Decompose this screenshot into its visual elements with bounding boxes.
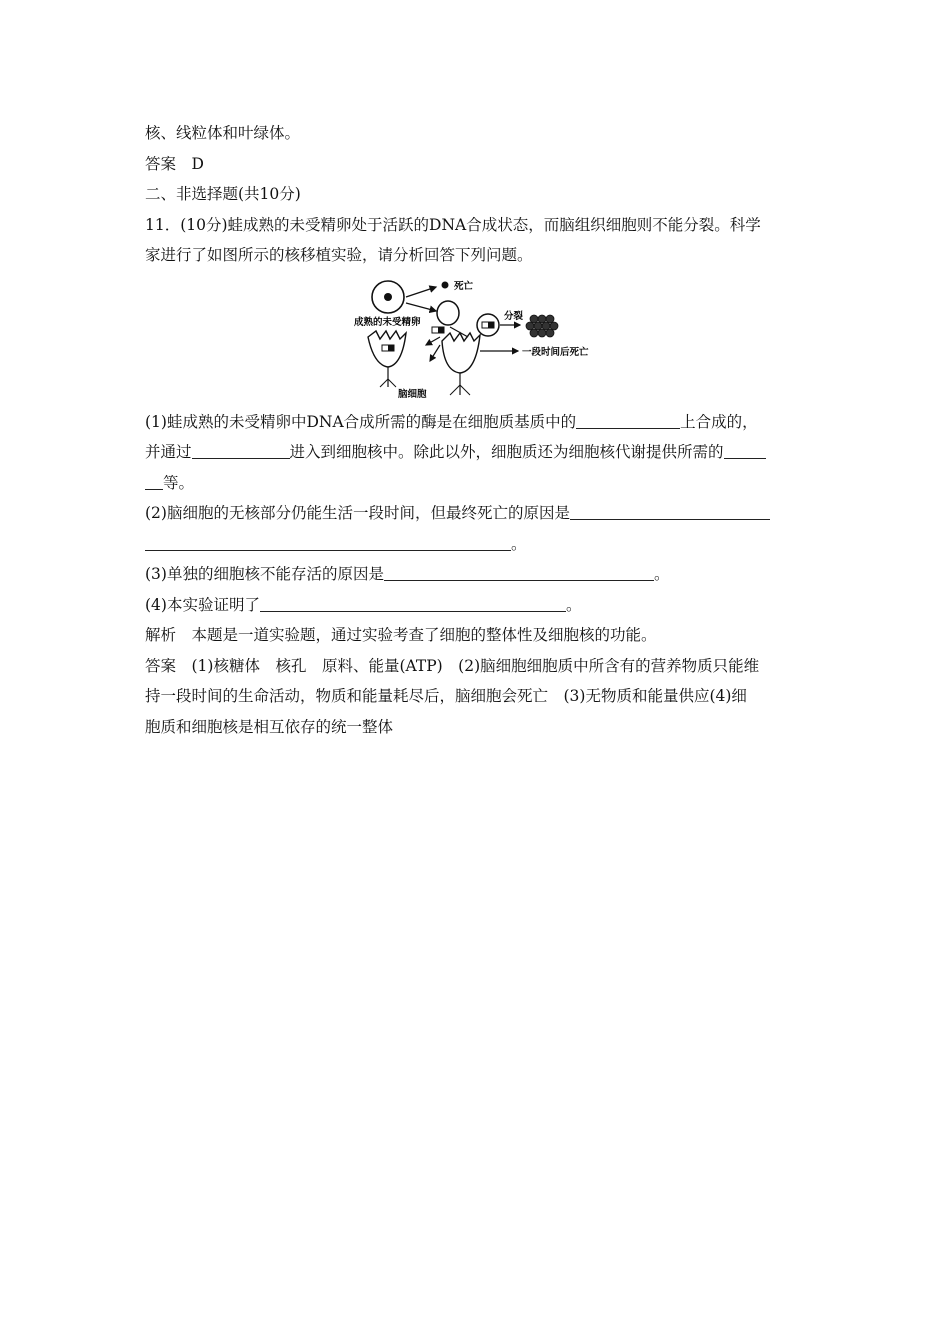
label-death: 死亡	[454, 280, 474, 292]
label-egg: 成熟的未受精卵	[354, 316, 421, 328]
label-brain-cell: 脑细胞	[398, 388, 427, 400]
answer-line-1: 答案 (1)核糖体 核孔 原料、能量(ATP) (2)脑细胞细胞质中所含有的营养物质只能维	[145, 656, 760, 675]
brain-cell-1	[368, 331, 406, 367]
answer-line-3: 胞质和细胞核是相互依存的统一整体	[145, 717, 394, 736]
q4-blank[interactable]	[260, 593, 566, 612]
q2-blank-b[interactable]	[145, 532, 511, 551]
q1-text-e: 等。	[163, 473, 195, 492]
document-page	[145, 118, 810, 742]
label-later-death: 一段时间后死亡	[522, 346, 589, 358]
nuclear-transplant-figure	[145, 271, 810, 407]
question-2-line1	[145, 498, 810, 529]
answer-line: 答案 D	[145, 154, 204, 173]
q2-blank-a[interactable]	[570, 501, 770, 520]
egg-nucleus	[384, 293, 392, 301]
question-1-line3	[145, 468, 810, 499]
embryo-cell-cluster	[526, 315, 558, 337]
q1-text-b: 上合成的，	[680, 412, 758, 431]
q1-text-a: (1)蛙成熟的未受精卵中DNA合成所需的酶是在细胞质基质中的	[145, 412, 577, 431]
q1-text-d: 进入到细胞核中。除此以外，细胞质还为细胞核代谢提供所需的	[289, 443, 724, 461]
section-heading: 二、非选择题(共10分)	[145, 185, 301, 203]
question-1-line1	[145, 407, 810, 438]
brain-cell-2	[442, 333, 480, 373]
experiment-diagram	[350, 275, 610, 403]
isolated-nucleus	[442, 281, 449, 288]
q3-text-a: (3)单独的细胞核不能存活的原因是	[145, 565, 384, 583]
label-divide: 分裂	[504, 310, 524, 322]
q2-text-b: 。	[511, 534, 527, 553]
q1-blank-2[interactable]	[192, 440, 290, 459]
q3-text-b: 。	[653, 565, 670, 583]
q1-blank-3a[interactable]	[724, 440, 766, 459]
enucleated-egg	[437, 301, 459, 325]
q2-text-a: (2)脑细胞的无核部分仍能生活一段时间，但最终死亡的原因是	[145, 504, 570, 522]
q3-blank[interactable]	[384, 562, 654, 581]
question-11-stem-line1: 11．(10分)蛙成熟的未受精卵处于活跃的DNA合成状态，而脑组织细胞则不能分裂。科学	[145, 215, 761, 234]
q1-blank-3b[interactable]	[145, 471, 163, 490]
q4-text-b: 。	[565, 595, 582, 614]
answer-line-2: 持一段时间的生命活动，物质和能量耗尽后，脑细胞会死亡 (3)无物质和能量供应(4)细	[145, 687, 747, 705]
q1-text-c: 并通过	[145, 443, 192, 461]
question-2-line2	[145, 529, 810, 560]
question-4-line	[145, 590, 810, 621]
text-line: 核、线粒体和叶绿体。	[145, 124, 301, 142]
question-1-line2	[145, 437, 810, 468]
question-3-line	[145, 559, 810, 590]
q4-text-a: (4)本实验证明了	[145, 595, 260, 614]
question-11-stem-line2: 家进行了如图所示的核移植实验，请分析回答下列问题。	[145, 246, 533, 264]
q1-blank-1[interactable]	[576, 410, 680, 429]
analysis-line: 解析 本题是一道实验题，通过实验考查了细胞的整体性及细胞核的功能。	[145, 626, 657, 644]
